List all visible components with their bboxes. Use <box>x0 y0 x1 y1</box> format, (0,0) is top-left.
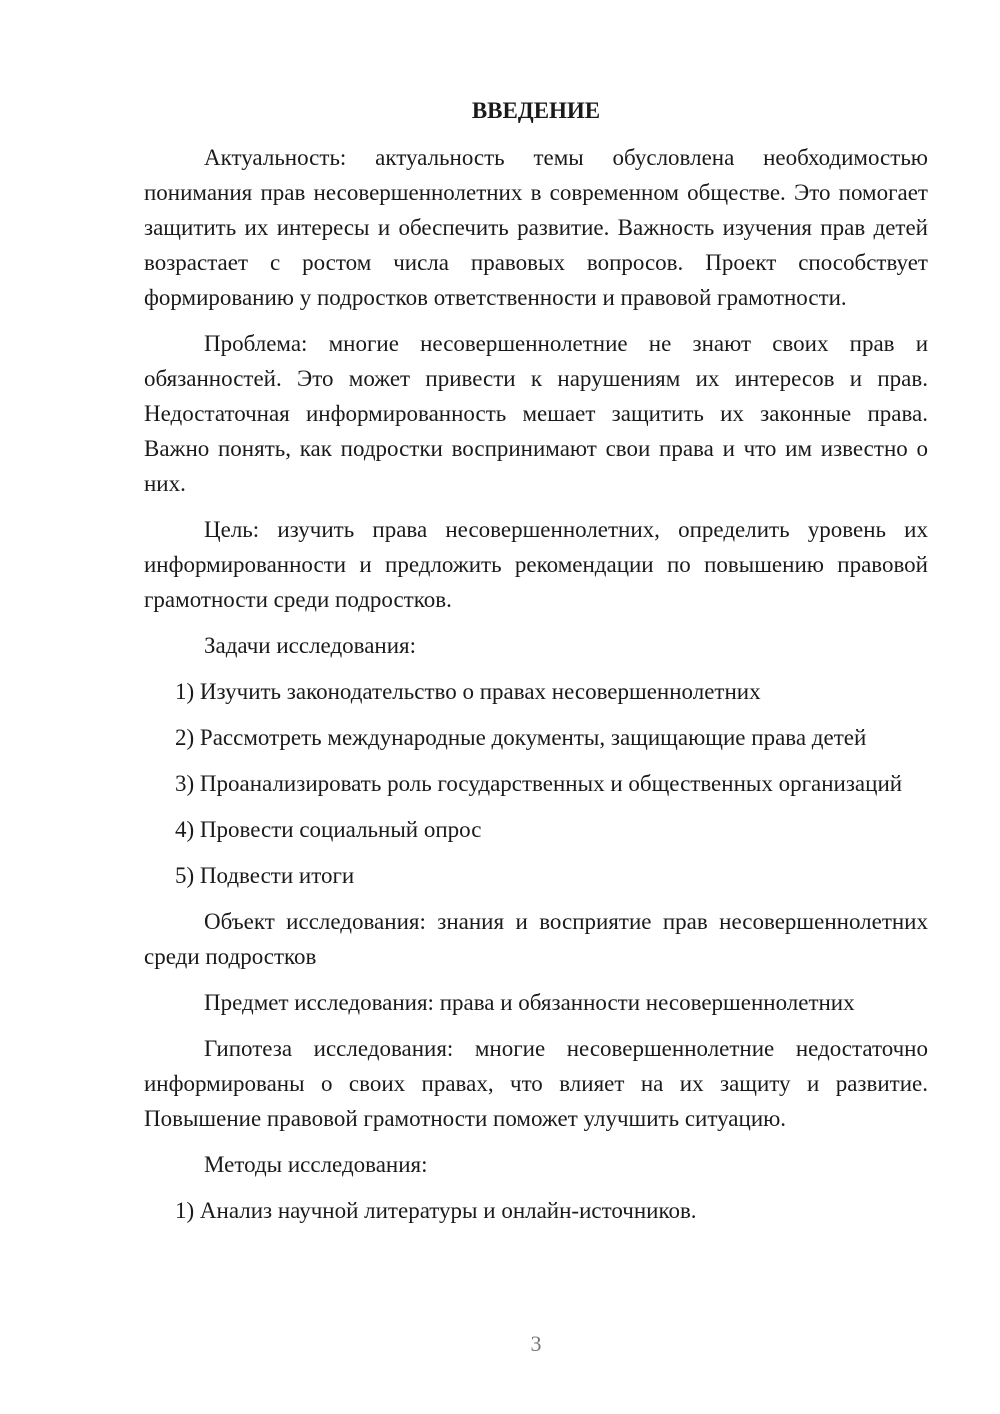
task-item: 5) Подвести итоги <box>175 863 355 888</box>
method-item: 1) Анализ научной литературы и онлайн-источников. <box>175 1198 697 1223</box>
tasks-title: Задачи исследования: <box>204 633 417 658</box>
task-item: 1) Изучить законодательство о правах несовершеннолетних <box>175 679 761 704</box>
object-paragraph: Объект исследования: знания и восприятие прав несовершеннолетних среди подростков <box>144 909 928 969</box>
task-item: 3) Проанализировать роль государственных и общественных организаций <box>175 771 903 796</box>
page-content <box>144 93 928 1239</box>
section-heading: ВВЕДЕНИЕ <box>471 98 601 123</box>
subject-paragraph: Предмет исследования: права и обязанности несовершеннолетних <box>204 990 855 1015</box>
hypothesis-paragraph: Гипотеза исследования: многие несовершеннолетние недостаточно информированы о своих правах, что влияет на их защиту и развитие. Повышение правовой грамотности поможет улучшить ситуацию. <box>144 1036 928 1131</box>
task-item: 4) Провести социальный опрос <box>175 817 482 842</box>
relevance-paragraph: Актуальность: актуальность темы обусловлена необходимостью понимания прав несовершеннолетних в современном обществе. Это помогает защитить их интересы и обеспечить развитие. Важность изучения прав детей возрастает с ростом числа правовых вопросов. Проект способствует формированию у подростков ответственности и правовой грамотности. <box>144 145 928 310</box>
goal-paragraph: Цель: изучить права несовершеннолетних, определить уровень их информированности и предложить рекомендации по повышению правовой грамотности среди подростков. <box>144 517 928 612</box>
page-number: 3 <box>530 1331 542 1356</box>
methods-title: Методы исследования: <box>204 1152 428 1177</box>
task-item: 2) Рассмотреть международные документы, защищающие права детей <box>175 725 867 750</box>
problem-paragraph: Проблема: многие несовершеннолетние не знают своих прав и обязанностей. Это может привести к нарушениям их интересов и прав. Недостаточная информированность мешает защитить их законные права. Важно понять, как подростки воспринимают свои права и что им известно о них. <box>144 331 928 496</box>
